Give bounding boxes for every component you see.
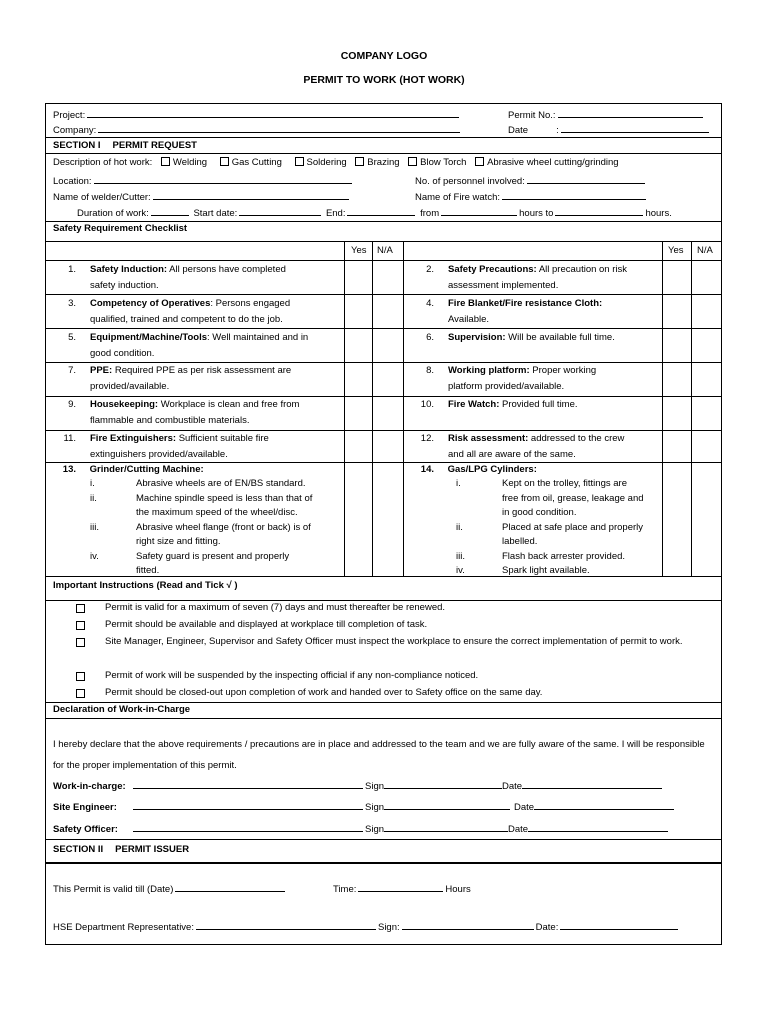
divider bbox=[46, 153, 721, 154]
instruction-checkbox[interactable] bbox=[76, 621, 85, 630]
divider bbox=[46, 576, 721, 577]
instruction-item[interactable]: Permit is valid for a maximum of seven (7) days and must thereafter be renewed. bbox=[54, 600, 714, 617]
instruction-item[interactable]: Permit should be closed-out upon completion of work and handed over to Safety office on the same day. bbox=[54, 685, 714, 702]
work-in-charge-row[interactable]: Work-in-charge: Sign Date bbox=[53, 779, 662, 793]
section2-title: SECTION II PERMIT ISSUER bbox=[53, 844, 190, 855]
yes-header-left: Yes bbox=[351, 245, 367, 256]
hot-work-type-row: Description of hot work: Welding Gas Cutting Soldering Brazing Blow Torch Abrasive wheel cutting/grinding bbox=[53, 157, 619, 168]
project-field[interactable]: Project: bbox=[53, 108, 461, 122]
page-title: PERMIT TO WORK (HOT WORK) bbox=[303, 74, 465, 86]
permit-no-field[interactable]: Permit No.: bbox=[508, 108, 705, 122]
na-header-left: N/A bbox=[377, 245, 393, 256]
divider bbox=[46, 702, 721, 703]
duration-row[interactable]: Duration of work: Start date: End: from hours to hours. bbox=[77, 208, 672, 219]
yes-header-right: Yes bbox=[668, 245, 684, 256]
location-field[interactable]: Location: bbox=[53, 174, 354, 188]
divider bbox=[46, 241, 721, 242]
divider bbox=[46, 863, 721, 864]
section2-frame bbox=[45, 839, 722, 945]
divider bbox=[46, 260, 721, 261]
instruction-checkbox[interactable] bbox=[76, 672, 85, 681]
instruction-item[interactable]: Permit of work will be suspended by the inspecting official if any non-compliance noticed. bbox=[54, 668, 714, 685]
instruction-item[interactable]: Permit should be available and displayed at workplace till completion of task. bbox=[54, 617, 714, 634]
gas-cutting-checkbox[interactable] bbox=[220, 157, 229, 166]
grinder-sub-list: i. Abrasive wheels are of EN/BS standard. ii. Machine spindle speed is less than that of the maximum speed of the wheel/disc. iii. Abrasive wheel flange (front or back) is of right size and fitting. iv. Safety guard is present and properly fitted. bbox=[90, 478, 313, 576]
company-logo: COMPANY LOGO bbox=[340, 50, 428, 62]
declaration-text: I hereby declare that the above requirements / precautions are in place and addressed to the team and we are fully aware of the same. I will be responsible for the proper implementation of this permit. bbox=[53, 739, 705, 771]
instruction-checkbox[interactable] bbox=[76, 689, 85, 698]
company-field[interactable]: Company: bbox=[53, 123, 462, 137]
site-engineer-row[interactable]: Site Engineer: Sign Date bbox=[53, 800, 674, 814]
divider bbox=[46, 221, 721, 222]
welder-field[interactable]: Name of welder/Cutter: bbox=[53, 190, 351, 204]
permit-form: Project: Company: Permit No.: Date : SECTION I PERMIT REQUEST Description of hot work: Welding Gas Cutting Soldering Brazing Blow Torch Abrasive wheel cutting/grinding Location: No. of personnel involved: Name of welder/Cutter: Name of Fire watch: Duration of work: Start date: End: from hours to hours. Safety Requirement Checklist Yes N/A Yes N/A 1. Safety Induction: All persons have completed safety induction. 3. Competency of Operatives: Persons engaged qualified, trained and competent to do the job. 5. Equipment/Machine/Tools: Well maintained and in good condition. 7. PPE: Required PPE as per risk assessment are provided/available. 9. Housekeeping: Workplace is clean and free from flammable and combustible materials. 11. Fire Extinguishers: Sufficient suitable fire extinguishers provided/available. 2. Safety Precautions: All precaution on risk assessment implemented. 4. Fire Blanket/Fire resistance Cloth: Available. 6. Supervision: Will be available full time. 8. Working platform: Proper working platform provided/available. 10. Fire Watch: Provided full time. 12. Risk assessment: addressed to the crew and all are aware of the same. 13. Grinder/Cutting Machine: i. Abrasive wheels are of EN/BS standard. ii. Machine spindle speed is less than that of the maximum speed of the wheel/disc. iii. Abrasive wheel flange (front or back) is of right size and fitting. iv. Safety guard is present and properly fitted. 14. Gas/LPG Cylinders: i. Kept on the trolley, fittings are free from oil, grease, leakage and in good condition. ii. Placed at safe place and properly labelled. iii. Flash back arrester provided. iv. Spark light available. Important Instructions (Read and Tick √ ) Permit is valid for a maximum of seven (7) days and must thereafter be renewed. Permit should be available and displayed at workplace till completion of task. Site Manager, Engineer, Supervisor and Safety Officer must inspect the workplace to ensure the correct implementation of permit to work. Permit of work will be suspended by the inspecting official if any non-compliance noticed. Permit should be closed-out upon completion of work and handed over to Safety office on the same day. Declaration of Work-in-Charge I hereby declare that the above requirements / precautions are in place and addressed to the team and we are fully aware of the same. I will be responsible for the proper implementation of this permit. Work-in-charge: Sign Date Site Engineer: Sign Date Safety Officer: Sign Date bbox=[45, 103, 722, 863]
gas-cylinder-sub-list: i. Kept on the trolley, fittings are free from oil, grease, leakage and in good condition. ii. Placed at safe place and properly labelled. iii. Flash back arrester provided. iv. Spark light available. bbox=[456, 478, 644, 576]
welding-checkbox[interactable] bbox=[161, 157, 170, 166]
personnel-field[interactable]: No. of personnel involved: bbox=[415, 174, 647, 188]
soldering-checkbox[interactable] bbox=[295, 157, 304, 166]
na-header-right: N/A bbox=[697, 245, 713, 256]
date-field[interactable]: Date : bbox=[508, 123, 711, 137]
checklist-item-14: 14. Gas/LPG Cylinders: bbox=[420, 464, 537, 475]
brazing-checkbox[interactable] bbox=[355, 157, 364, 166]
checklist-title: Safety Requirement Checklist bbox=[53, 223, 188, 234]
instructions-title: Important Instructions (Read and Tick √ ) bbox=[53, 580, 238, 591]
checklist-item-13: 13. Grinder/Cutting Machine: bbox=[62, 464, 204, 475]
divider bbox=[46, 718, 721, 719]
hse-representative-row[interactable]: HSE Department Representative: Sign: Date: bbox=[53, 920, 680, 934]
time-field[interactable]: Time: Hours bbox=[333, 884, 471, 895]
section1-title: SECTION I PERMIT REQUEST bbox=[53, 140, 197, 151]
valid-till-field[interactable]: This Permit is valid till (Date) bbox=[53, 882, 287, 896]
instruction-item[interactable]: Site Manager, Engineer, Supervisor and Safety Officer must inspect the workplace to ensure the correct implementation of permit to work. bbox=[54, 634, 714, 668]
safety-officer-row[interactable]: Safety Officer: Sign Date bbox=[53, 822, 668, 836]
abrasive-wheel-checkbox[interactable] bbox=[475, 157, 484, 166]
instruction-checkbox[interactable] bbox=[76, 638, 85, 647]
divider bbox=[46, 137, 721, 138]
declaration-title: Declaration of Work-in-Charge bbox=[53, 704, 191, 715]
instruction-checkbox[interactable] bbox=[76, 604, 85, 613]
blow-torch-checkbox[interactable] bbox=[408, 157, 417, 166]
firewatch-field[interactable]: Name of Fire watch: bbox=[415, 190, 648, 204]
